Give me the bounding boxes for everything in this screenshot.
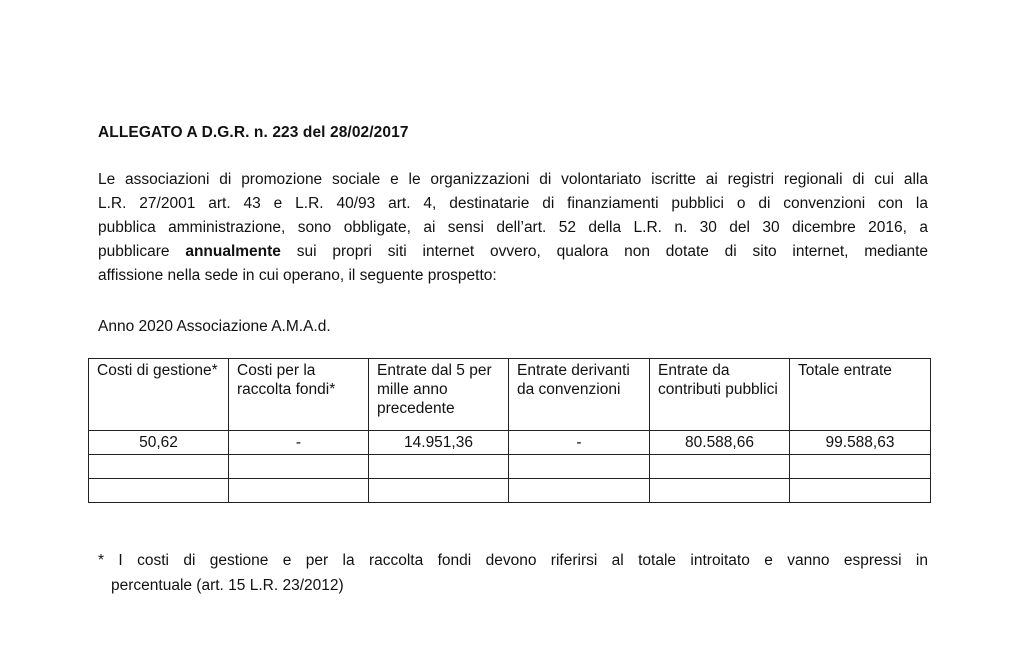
header-cell: Entrate derivanti da convenzioni <box>509 359 650 431</box>
intro-line: Le associazioni di promozione sociale e le organizzazioni di volontariato iscritte ai registri regionali di cui alla <box>98 171 928 188</box>
intro-line <box>98 240 928 264</box>
intro-line: affissione nella sede in cui operano, il seguente prospetto: <box>98 267 497 284</box>
intro-text: sui propri siti internet ovvero, qualora non dotate di sito internet, mediante <box>280 243 929 260</box>
table-cell <box>89 479 229 503</box>
table-cell <box>89 455 229 479</box>
financial-table <box>88 358 931 503</box>
table-cell: 14.951,36 <box>369 431 509 455</box>
intro-text: pubblicare <box>98 243 186 260</box>
table-cell <box>369 455 509 479</box>
intro-line: pubblica amministrazione, sono obbligate, ai sensi dell’art. 52 della L.R. n. 30 del 30 dicembre 2016, a <box>98 219 928 236</box>
footnote-line: * I costi di gestione e per la raccolta fondi devono riferirsi al totale introitato e vanno espressi in <box>98 552 928 569</box>
intro-paragraph <box>98 168 928 288</box>
document-heading: ALLEGATO A D.G.R. n. 223 del 28/02/2017 <box>98 124 409 141</box>
table-cell: - <box>509 431 650 455</box>
table-header-row <box>89 359 931 431</box>
table-cell: 99.588,63 <box>790 431 931 455</box>
table-row <box>89 431 931 455</box>
header-cell: Entrate da contributi pubblici <box>650 359 790 431</box>
footnote <box>98 548 928 598</box>
header-cell: Costi di gestione* <box>89 359 229 431</box>
table-cell <box>650 479 790 503</box>
year-association-line: Anno 2020 Associazione A.M.A.d. <box>98 318 331 335</box>
table-cell <box>650 455 790 479</box>
table-cell <box>369 479 509 503</box>
header-cell: Costi per la raccolta fondi* <box>229 359 369 431</box>
table-cell: - <box>229 431 369 455</box>
table-cell <box>229 479 369 503</box>
table-cell <box>509 479 650 503</box>
table-cell <box>509 455 650 479</box>
table-cell: 80.588,66 <box>650 431 790 455</box>
table-row-empty <box>89 479 931 503</box>
table-cell: 50,62 <box>89 431 229 455</box>
table-cell <box>229 455 369 479</box>
intro-line: L.R. 27/2001 art. 43 e L.R. 40/93 art. 4, destinatarie di finanziamenti pubblici o di convenzioni con la <box>98 195 928 212</box>
table-cell <box>790 455 931 479</box>
header-cell: Totale entrate <box>790 359 931 431</box>
intro-bold-word: annualmente <box>185 243 281 260</box>
header-cell: Entrate dal 5 per mille anno precedente <box>369 359 509 431</box>
table-row-empty <box>89 455 931 479</box>
footnote-line: percentuale (art. 15 L.R. 23/2012) <box>111 577 344 594</box>
table-cell <box>790 479 931 503</box>
